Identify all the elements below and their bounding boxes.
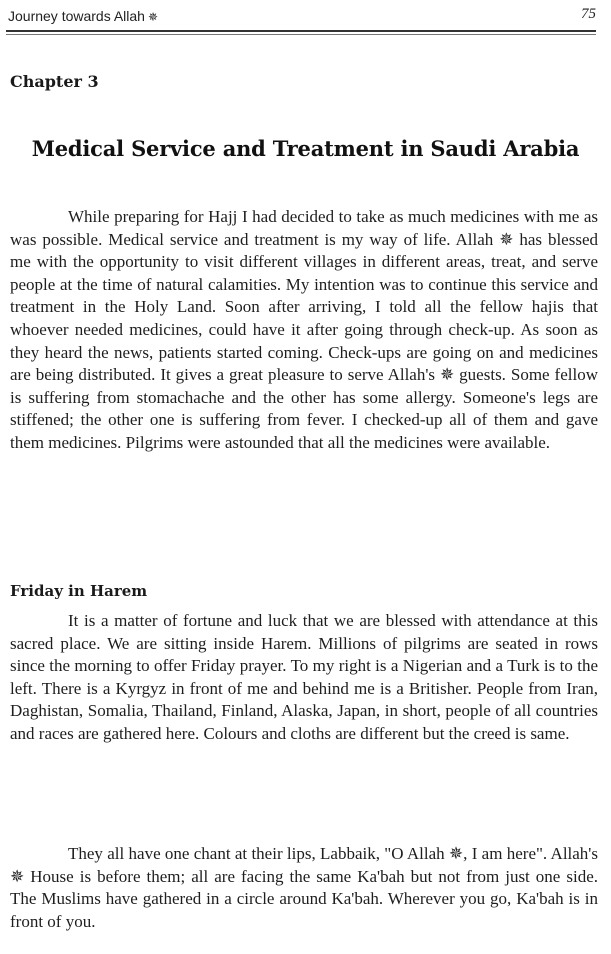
header-divider-thin [6, 34, 596, 35]
honorific-symbol-icon: ✵ [147, 10, 159, 24]
chapter-label: Chapter 3 [10, 72, 99, 91]
running-header [8, 6, 598, 30]
section-heading: Friday in Harem [10, 582, 148, 600]
header-divider [6, 30, 596, 32]
chapter-title: Medical Service and Treatment in Saudi Arabia [31, 136, 580, 161]
paragraph-3 [10, 843, 598, 933]
paragraph-text: They all have one chant at their lips, Labbaik, "O Allah ✵, I am here". Allah's ✵ House is before them; all are facing the same Ka'bah but not from just one side. The Muslims have gathered in a circle around Ka'bah. Wherever you go, Ka'bah is in front of you. [10, 844, 598, 931]
book-title: Journey towards Allah ✵ [8, 8, 159, 24]
page-number: 75 [581, 6, 596, 22]
paragraph-2 [10, 610, 598, 746]
paragraph-1 [10, 206, 598, 455]
paragraph-text: While preparing for Hajj I had decided to take as much medicines with me as was possible. Medical service and treatment is my way of life. Allah ✵ has blessed me with the opportunity to visit different villages in different areas, treat, and serve people at the time of natural calamities. My intention was to continue this service and treatment in the Holy Land. Soon after arriving, I told all the fellow hajis that whoever needed medicines, could have it after going through check-up. As soon as they heard the news, patients started coming. Check-ups are going on and medicines are being distributed. It gives a great pleasure to serve Allah's ✵ guests. Some fellow is suffering from stomachache and the other has some allergy. Someone's legs are stiffened; the other one is suffering from fever. I checked-up all of them and gave them medicines. Pilgrims were astounded that all the medicines were available. [10, 207, 598, 452]
paragraph-text: It is a matter of fortune and luck that we are blessed with attendance at this sacred place. We are sitting inside Harem. Millions of pilgrims are seated in rows since the morning to offer Friday prayer. To my right is a Nigerian and a Turk is to the left. There is a Kyrgyz in front of me and behind me is a Britisher. People from Iran, Daghistan, Somalia, Thailand, Finland, Alaska, Japan, in short, people of all countries and races are gathered here. Colours and cloths are different but the creed is same. [10, 611, 598, 743]
